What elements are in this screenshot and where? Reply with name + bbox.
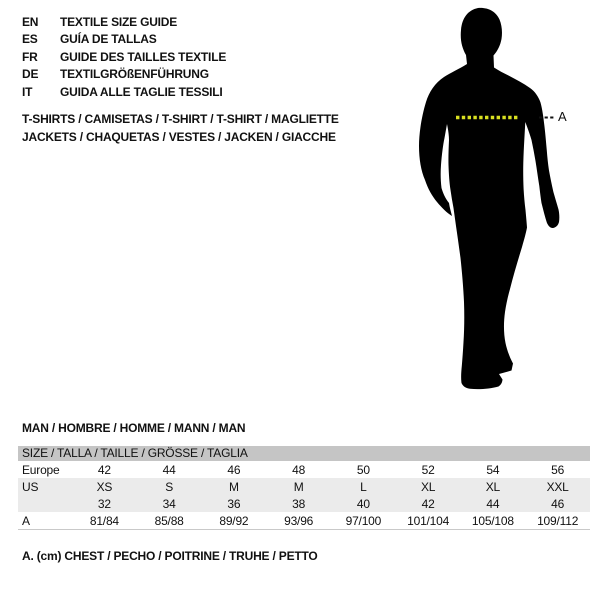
language-title: GUIDE DES TAILLES TEXTILE (60, 49, 227, 64)
language-code: EN (22, 14, 39, 29)
size-value: 44 (486, 496, 500, 511)
size-value: 101/104 (407, 513, 450, 528)
row-label: A (22, 513, 30, 528)
category-jackets: JACKETS / CHAQUETAS / VESTES / JACKEN / GIACCHE (22, 130, 336, 144)
language-code: ES (22, 32, 38, 47)
size-value: 105/108 (471, 513, 514, 528)
language-row-fr (22, 48, 226, 66)
row-label: Europe (22, 462, 60, 477)
language-title: GUÍA DE TALLAS (60, 32, 157, 47)
size-value: 42 (97, 462, 111, 477)
size-value: 56 (551, 462, 565, 477)
size-value: M (228, 479, 239, 494)
table-row-us-numeric (18, 495, 590, 512)
size-value: 36 (227, 496, 241, 511)
size-value: XL (420, 479, 436, 494)
table-row-chest-cm (18, 512, 590, 530)
size-value: 54 (486, 462, 500, 477)
language-list (22, 13, 226, 101)
size-value: 32 (97, 496, 111, 511)
language-code: DE (22, 67, 39, 82)
language-code: IT (22, 84, 33, 99)
size-value: 89/92 (219, 513, 249, 528)
language-row-en (22, 13, 226, 31)
size-value: XL (485, 479, 501, 494)
size-value: 93/96 (284, 513, 314, 528)
footnote-chest-legend: A. (cm) CHEST / PECHO / POITRINE / TRUHE / PETTO (22, 549, 318, 563)
size-value: L (360, 479, 367, 494)
size-value: M (293, 479, 304, 494)
size-value: XXL (546, 479, 569, 494)
man-silhouette (405, 0, 575, 400)
size-value: 85/88 (154, 513, 184, 528)
size-value: 109/112 (537, 513, 579, 528)
table-row-us (18, 478, 590, 495)
size-value: 50 (356, 462, 370, 477)
measure-label-a: A (558, 109, 567, 124)
size-value: 46 (551, 496, 565, 511)
size-value: S (165, 479, 174, 494)
row-label: US (22, 479, 39, 494)
category-tshirts: T-SHIRTS / CAMISETAS / T-SHIRT / T-SHIRT / MAGLIETTE (22, 112, 339, 126)
size-value: 52 (421, 462, 435, 477)
language-row-es (22, 31, 226, 49)
table-row-europe (18, 461, 590, 478)
size-value: 34 (162, 496, 176, 511)
size-value: 48 (292, 462, 306, 477)
language-title: GUIDA ALLE TAGLIE TESSILI (60, 84, 223, 99)
section-title-man: MAN / HOMBRE / HOMME / MANN / MAN (22, 421, 246, 435)
language-title: TEXTILE SIZE GUIDE (60, 14, 178, 29)
language-row-de (22, 66, 226, 84)
size-value: 42 (421, 496, 435, 511)
size-table-header: SIZE / TALLA / TAILLE / GRÖSSE / TAGLIA (18, 446, 590, 461)
man-silhouette-figure (405, 0, 575, 400)
size-value: 38 (292, 496, 306, 511)
size-table (18, 446, 590, 530)
language-code: FR (22, 49, 38, 64)
language-row-it (22, 83, 226, 101)
language-title: TEXTILGRÖßENFÜHRUNG (60, 67, 209, 82)
size-value: 44 (162, 462, 176, 477)
category-list (22, 110, 339, 146)
size-value: XS (96, 479, 113, 494)
size-value: 97/100 (345, 513, 382, 528)
size-value: 40 (356, 496, 370, 511)
size-value: 81/84 (89, 513, 119, 528)
size-value: 46 (227, 462, 241, 477)
